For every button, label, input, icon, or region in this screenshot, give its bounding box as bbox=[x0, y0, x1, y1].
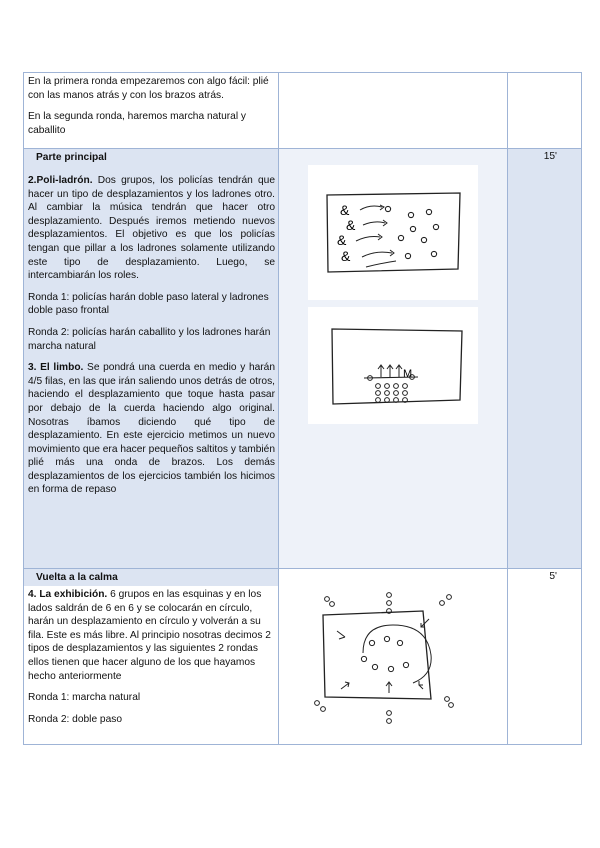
principal-sketch-cell bbox=[279, 149, 508, 569]
arrow-3 bbox=[356, 237, 380, 242]
exercise-3-paragraph bbox=[28, 361, 275, 497]
exercise-2-title: 2.Poli-ladrón. bbox=[28, 175, 93, 186]
arrow-1 bbox=[360, 206, 382, 210]
principal-time-cell bbox=[508, 149, 582, 569]
exercise-2-paragraph bbox=[28, 174, 275, 283]
exercise-4-ronda-2: Ronda 2: doble paso bbox=[28, 713, 123, 725]
limbo-diagram bbox=[308, 307, 478, 424]
exhibicion-diagram bbox=[279, 581, 507, 731]
arrow-4 bbox=[362, 252, 392, 257]
intro-sketch-cell bbox=[279, 73, 508, 149]
limbo-field-outline bbox=[332, 329, 462, 404]
intro-paragraph-2: En la segunda ronda, haremos marcha natural y caballito bbox=[28, 111, 247, 136]
calma-text-cell bbox=[24, 569, 279, 745]
calma-row bbox=[24, 569, 582, 745]
police-mark-2: & bbox=[346, 217, 356, 233]
limbo-mark: M bbox=[403, 368, 413, 380]
principal-time: 15' bbox=[543, 151, 557, 162]
poli-ladron-diagram bbox=[308, 165, 478, 300]
exhibition-field-outline bbox=[323, 611, 431, 699]
row-dots bbox=[376, 384, 408, 403]
arrow-2 bbox=[363, 222, 385, 225]
police-mark-4: & bbox=[341, 248, 351, 264]
exercise-4-description: 6 grupos en las esquinas y en los lados saldrán de 6 en 6 y se colocarán en círculo, harán un desplazamiento en círculo y volverán a su fila. Este es más libre. Al principio nosotras decimos 2 tipos de desplazamientos y las siguientes 2 rondas ellos tienen que hacer alguno de los que hayamos hecho anteriormente bbox=[28, 589, 271, 682]
exercise-4-paragraph bbox=[28, 588, 275, 683]
calma-time-cell bbox=[508, 569, 582, 745]
lesson-table bbox=[23, 72, 582, 745]
exercise-2-ronda-1: Ronda 1: policías harán doble paso lateral y ladrones doble paso frontal bbox=[28, 291, 269, 317]
police-mark-1: & bbox=[340, 202, 350, 218]
police-mark-3: & bbox=[337, 232, 347, 248]
intro-paragraph-1: En la primera ronda empezaremos con algo fácil: plié con las manos atrás y con los brazos atrás. bbox=[28, 76, 269, 101]
exercise-3-title: 3. El limbo. bbox=[28, 362, 84, 374]
exercise-2-description: Dos grupos, los policías tendrán que hacer un tipo de desplazamientos y los ladrones otro. Al cambiar la música tendrán que hacer otro desplazamiento. Después iremos metiendo nuevos desplazamientos. El objetivo es que los policías tengan que pillar a los ladrones solamente utilizando este tipo de desplazamiento. Luego, se intercambiarán los roles. bbox=[28, 175, 275, 282]
principal-text-cell bbox=[24, 149, 279, 569]
exercise-4-ronda-1: Ronda 1: marcha natural bbox=[28, 692, 141, 704]
exercise-3-description: Se pondrá una cuerda en medio y harán 4/5 filas, en las que irán saliendo unos detrás de otros, haciendo el desplazamiento que toque hasta pasar por debajo de la cuerda haciendo algo original. Nosotras íbamos diciendo qué tipo de desplazamiento. En este ejercicio metimos un nuevo movimiento que era hacer pequeños saltitos y también plié más una onda de brazos. Los demás desplazamientos de los ejercicios también los hicimos en forma de repaso bbox=[28, 362, 276, 496]
calma-heading: Vuelta a la calma bbox=[24, 569, 278, 586]
intro-time-cell bbox=[508, 73, 582, 149]
principal-row bbox=[24, 149, 582, 569]
intro-row bbox=[24, 73, 582, 149]
poli-ladron-sketch bbox=[308, 165, 478, 300]
intro-text-cell bbox=[24, 73, 279, 149]
calma-time: 5' bbox=[549, 571, 557, 582]
circle-path bbox=[363, 625, 431, 683]
principal-heading: Parte principal bbox=[36, 152, 107, 163]
calma-sketch-cell bbox=[279, 569, 508, 745]
thief-dots bbox=[385, 206, 438, 258]
exercise-2-ronda-2: Ronda 2: policías harán caballito y los ladrones harán marcha natural bbox=[28, 326, 271, 352]
limbo-sketch bbox=[308, 307, 478, 424]
exercise-4-title: 4. La exhibición. bbox=[28, 589, 108, 600]
